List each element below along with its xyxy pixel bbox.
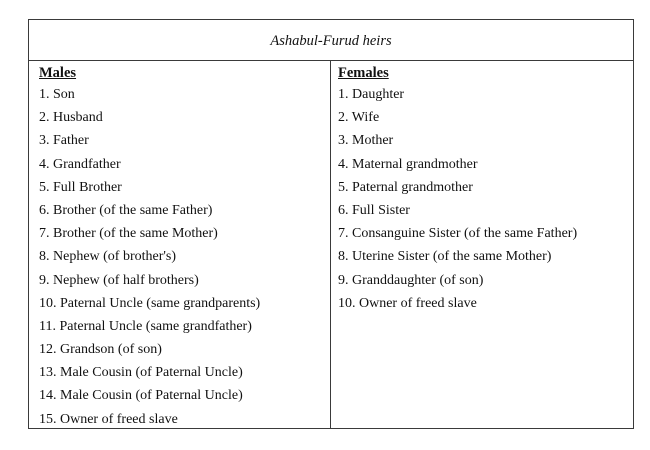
list-item: 9. Nephew (of half brothers) [39,272,199,288]
heirs-table [28,19,634,429]
list-item: 15. Owner of freed slave [39,411,178,427]
list-item: 2. Wife [338,110,380,126]
list-item: 8. Nephew (of brother's) [39,249,177,265]
females-list [338,83,577,315]
list-item: 8. Uterine Sister (of the same Mother) [338,249,552,265]
table-title: Ashabul-Furud heirs [29,20,633,61]
list-item: 2. Husband [39,110,103,126]
list-item: 4. Grandfather [39,156,121,172]
list-item: 11. Paternal Uncle (same grandfather) [39,318,252,334]
list-item: 5. Paternal grandmother [338,179,473,195]
list-item: 3. Mother [338,133,394,149]
list-item: 7. Consanguine Sister (of the same Father) [338,226,578,242]
list-item: 10. Owner of freed slave [338,295,477,311]
list-item: 3. Father [39,133,89,149]
list-item: 6. Brother (of the same Father) [39,202,213,218]
list-item: 13. Male Cousin (of Paternal Uncle) [39,365,243,381]
list-item: 7. Brother (of the same Mother) [39,226,218,242]
females-column [331,61,633,428]
males-column [29,61,331,428]
list-item: 9. Granddaughter (of son) [338,272,484,288]
males-list [39,83,260,431]
males-heading: Males [39,65,77,81]
females-heading: Females [338,65,389,81]
list-item: 14. Male Cousin (of Paternal Uncle) [39,388,243,404]
list-item: 1. Daughter [338,87,405,102]
list-item: 10. Paternal Uncle (same grandparents) [39,295,261,311]
list-item: 6. Full Sister [338,202,410,218]
list-item: 1. Son [39,87,75,102]
list-item: 4. Maternal grandmother [338,156,478,172]
list-item: 12. Grandson (of son) [39,342,162,358]
list-item: 5. Full Brother [39,179,122,195]
